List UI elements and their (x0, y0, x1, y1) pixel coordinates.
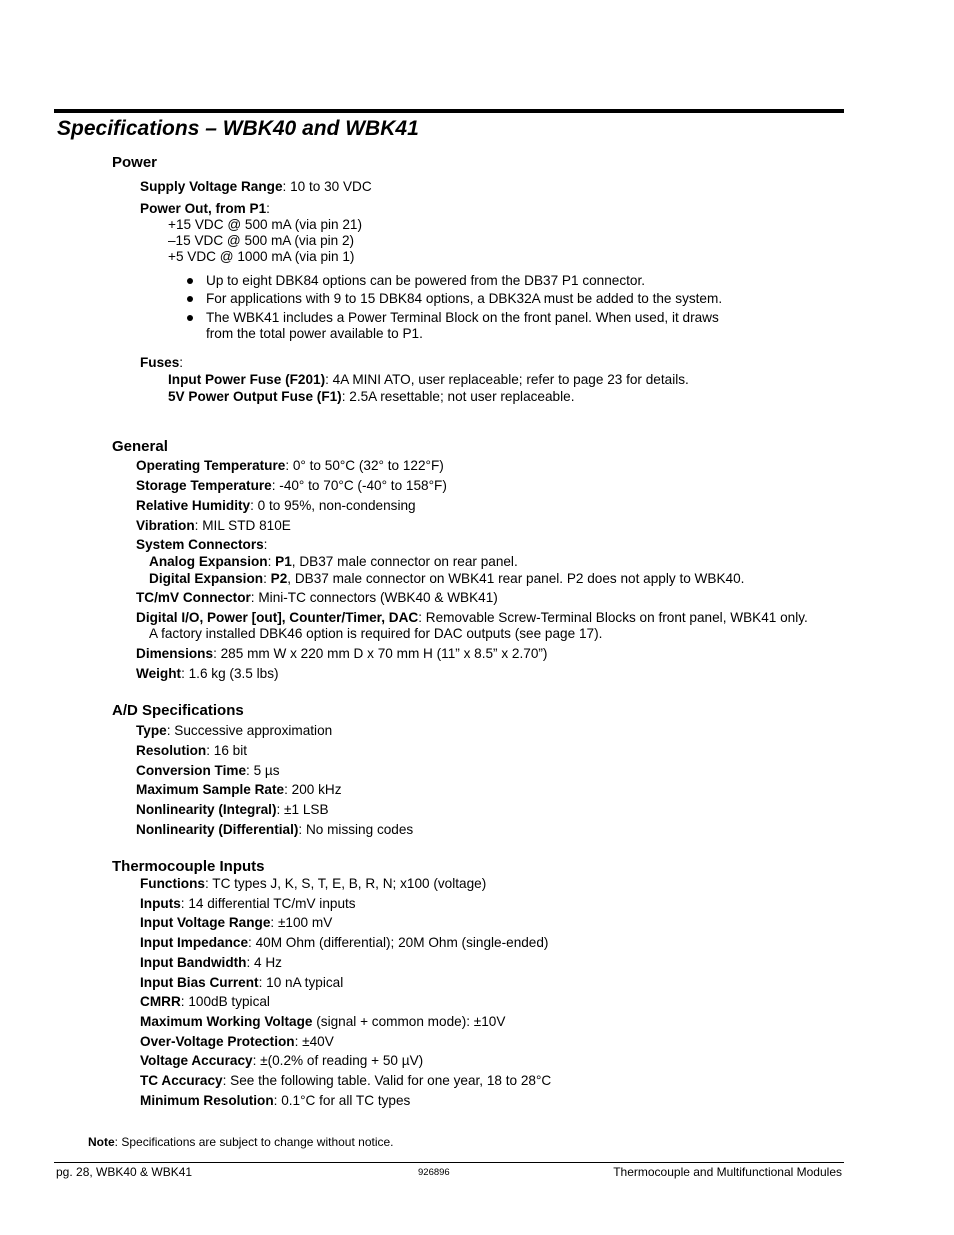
spec-label: Input Bias Current (140, 975, 259, 990)
supply-voltage-label: Supply Voltage Range (140, 179, 283, 194)
supply-voltage-row (140, 179, 372, 195)
connector-name: P2 (270, 571, 288, 586)
spec-label: Weight (136, 666, 182, 681)
spec-label: Type (136, 723, 167, 738)
fuse-label: Input Power Fuse (F201) (168, 372, 326, 387)
spec-value: : 0.1°C for all TC types (273, 1093, 411, 1108)
spec-value: : ±1 LSB (276, 802, 329, 817)
spec-row (136, 498, 416, 514)
spec-value: : 0° to 50°C (32° to 122°F) (285, 458, 444, 473)
spec-label: System Connectors (136, 537, 264, 552)
spec-value: : 1.6 kg (3.5 lbs) (181, 666, 279, 681)
power-bullet: Up to eight DBK84 options can be powered from the DB37 P1 connector. (206, 273, 646, 288)
spec-row (136, 666, 279, 682)
spec-row (136, 458, 444, 474)
bullet-icon (187, 315, 193, 321)
spec-label: Conversion Time (136, 763, 247, 778)
power-bullet: For applications with 9 to 15 DBK84 options, a DBK32A must be added to the system. (206, 291, 723, 306)
spec-row (136, 518, 291, 534)
spec-value: : ±(0.2% of reading + 50 µV) (252, 1053, 424, 1068)
ad-heading: A/D Specifications (112, 702, 244, 719)
fuse-value: : 4A MINI ATO, user replaceable; refer to page 23 for details. (325, 372, 689, 387)
spec-label: Maximum Working Voltage (140, 1014, 313, 1029)
spec-value: : MIL STD 810E (194, 518, 291, 533)
spec-subrow (149, 571, 744, 587)
footer-page-label: pg. 28, WBK40 & WBK41 (56, 1165, 193, 1179)
spec-sep: : (263, 571, 271, 586)
fuses-row (140, 355, 183, 371)
spec-row (140, 935, 548, 951)
spec-label: CMRR (140, 994, 181, 1009)
spec-value: : Mini-TC connectors (WBK40 & WBK41) (250, 590, 498, 605)
note (88, 1134, 394, 1150)
power-out-label: Power Out, from P1 (140, 201, 267, 216)
spec-value: : 10 nA typical (258, 975, 344, 990)
spec-row (140, 1073, 551, 1089)
spec-value: : 40M Ohm (differential); 20M Ohm (single-ended) (248, 935, 549, 950)
spec-row (140, 896, 356, 912)
spec-value: : See the following table. Valid for one year, 18 to 28°C (222, 1073, 552, 1088)
spec-label: Input Voltage Range (140, 915, 271, 930)
power-bullet: The WBK41 includes a Power Terminal Block on the front panel. When used, it draws (206, 310, 719, 325)
footer-doc-title: Thermocouple and Multifunctional Modules (613, 1165, 842, 1179)
spec-value: : 5 µs (246, 763, 280, 778)
spec-row (136, 763, 280, 779)
spec-label: Input Bandwidth (140, 955, 247, 970)
fuses-colon: : (179, 355, 184, 370)
power-out-row (140, 201, 270, 217)
spec-label: Voltage Accuracy (140, 1053, 253, 1068)
spec-label: TC Accuracy (140, 1073, 223, 1088)
fuse-row (168, 389, 574, 405)
spec-subrow (149, 554, 518, 570)
spec-value: : 0 to 95%, non-condensing (250, 498, 416, 513)
page-title: Specifications – WBK40 and WBK41 (57, 117, 419, 140)
note-label: Note (88, 1135, 115, 1149)
spec-label: Vibration (136, 518, 195, 533)
spec-label: Analog Expansion (149, 554, 268, 569)
spec-row (136, 802, 329, 818)
spec-row (140, 955, 282, 971)
spec-row (136, 537, 267, 553)
spec-row (136, 478, 447, 494)
spec-row (140, 975, 343, 991)
footer-rule (54, 1162, 844, 1163)
spec-label: Operating Temperature (136, 458, 286, 473)
spec-value: : No missing codes (298, 822, 414, 837)
spec-value: (signal + common mode): ±10V (312, 1014, 506, 1029)
bullet-icon (187, 296, 193, 302)
spec-label: Inputs (140, 896, 181, 911)
power-heading: Power (112, 154, 158, 171)
spec-label: Storage Temperature (136, 478, 272, 493)
spec-value: , DB37 male connector on WBK41 rear panel. P2 does not apply to WBK40. (287, 571, 745, 586)
spec-row (136, 610, 808, 626)
title-rule (54, 109, 844, 113)
general-heading: General (112, 438, 168, 455)
spec-row (140, 1053, 423, 1069)
bullet-icon (187, 278, 193, 284)
spec-row (136, 782, 342, 798)
connector-name: P1 (275, 554, 292, 569)
spec-sep: : (267, 554, 276, 569)
spec-label: Digital I/O, Power [out], Counter/Timer, DAC (136, 610, 419, 625)
spec-row (136, 822, 413, 838)
supply-voltage-value: : 10 to 30 VDC (282, 179, 372, 194)
spec-row (140, 1093, 410, 1109)
spec-label: Resolution (136, 743, 207, 758)
footer-doc-number: 926896 (418, 1167, 450, 1178)
spec-row (140, 994, 270, 1010)
spec-row (136, 646, 547, 662)
spec-row (140, 1034, 334, 1050)
spec-value: : 4 Hz (246, 955, 282, 970)
power-out-line: +15 VDC @ 500 mA (via pin 21) (168, 217, 363, 232)
power-out-line: –15 VDC @ 500 mA (via pin 2) (168, 233, 355, 248)
spec-row (136, 743, 247, 759)
spec-value: : 100dB typical (180, 994, 270, 1009)
spec-continuation: A factory installed DBK46 option is required for DAC outputs (see page 17). (149, 626, 603, 641)
spec-value: , DB37 male connector on rear panel. (291, 554, 518, 569)
spec-label: Digital Expansion (149, 571, 264, 586)
spec-value: : 285 mm W x 220 mm D x 70 mm H (11” x 8.5” x 2.70”) (213, 646, 548, 661)
fuse-value: : 2.5A resettable; not user replaceable. (341, 389, 575, 404)
spec-row (140, 876, 486, 892)
spec-value: : (263, 537, 268, 552)
spec-value: : -40° to 70°C (-40° to 158°F) (271, 478, 447, 493)
spec-value: : 16 bit (206, 743, 248, 758)
spec-label: Relative Humidity (136, 498, 251, 513)
tc-heading: Thermocouple Inputs (112, 858, 265, 875)
spec-label: Functions (140, 876, 205, 891)
fuse-label: 5V Power Output Fuse (F1) (168, 389, 342, 404)
spec-value: : Removable Screw-Terminal Blocks on front panel, WBK41 only. (418, 610, 808, 625)
spec-label: Maximum Sample Rate (136, 782, 285, 797)
fuses-label: Fuses (140, 355, 180, 370)
spec-row (136, 590, 498, 606)
spec-value: : ±100 mV (270, 915, 333, 930)
note-text: : Specifications are subject to change without notice. (114, 1135, 394, 1149)
power-bullet-continuation: from the total power available to P1. (206, 326, 423, 341)
spec-value: : ±40V (294, 1034, 334, 1049)
power-out-colon: : (266, 201, 270, 216)
spec-label: Nonlinearity (Integral) (136, 802, 277, 817)
spec-label: Nonlinearity (Differential) (136, 822, 299, 837)
spec-label: Dimensions (136, 646, 214, 661)
spec-row (140, 915, 332, 931)
spec-label: TC/mV Connector (136, 590, 251, 605)
power-out-line: +5 VDC @ 1000 mA (via pin 1) (168, 249, 355, 264)
spec-label: Over-Voltage Protection (140, 1034, 295, 1049)
spec-label: Minimum Resolution (140, 1093, 274, 1108)
spec-row (136, 723, 332, 739)
spec-value: : Successive approximation (166, 723, 333, 738)
fuse-row (168, 372, 689, 388)
spec-label: Input Impedance (140, 935, 249, 950)
spec-row (140, 1014, 505, 1030)
spec-value: : 200 kHz (284, 782, 342, 797)
spec-value: : TC types J, K, S, T, E, B, R, N; x100 (voltage) (204, 876, 487, 891)
spec-value: : 14 differential TC/mV inputs (180, 896, 356, 911)
